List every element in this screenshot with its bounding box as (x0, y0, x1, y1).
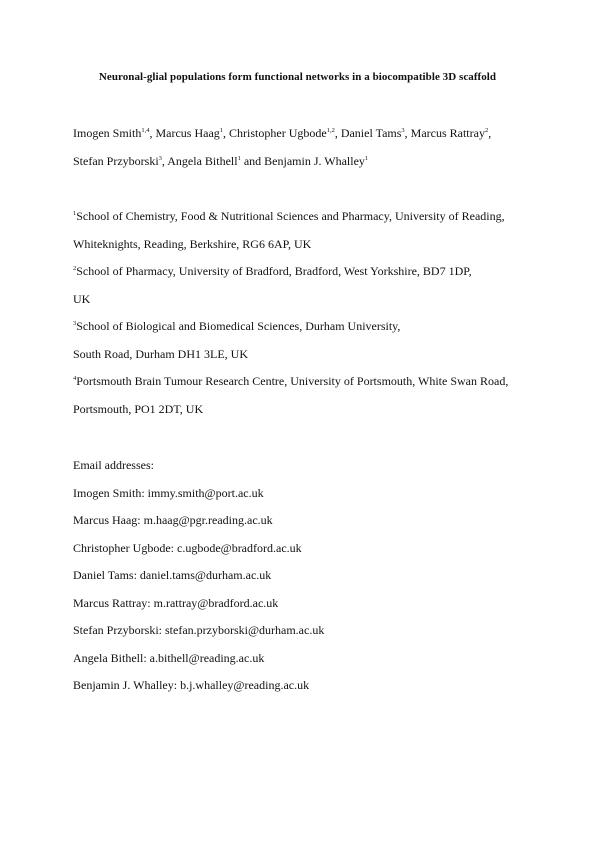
author-line-2 (73, 154, 368, 168)
author-name: Marcus Haag (155, 126, 220, 140)
author-separator: and (240, 154, 265, 168)
author-separator: , (149, 126, 156, 140)
email-entry: Marcus Haag: m.haag@pgr.reading.ac.uk (73, 513, 273, 527)
affiliation-3 (73, 319, 400, 333)
affiliation-1-line-2 (73, 237, 311, 251)
author-separator: , (334, 126, 341, 140)
affiliation-3-line-2 (73, 347, 248, 361)
email-entry: Marcus Rattray: m.rattray@bradford.ac.uk (73, 596, 279, 610)
affiliation-text: School of Biological and Biomedical Sciences, Durham University, (76, 319, 401, 333)
author-name: Christopher Ugbode (229, 126, 327, 140)
affiliation-number: 4 (73, 375, 77, 382)
author-affiliation-sup: 1 (364, 155, 369, 162)
author-separator: , (161, 154, 168, 168)
affiliation-text: Portsmouth, PO1 2DT, UK (73, 402, 204, 416)
author-name: Angela Bithell (167, 154, 238, 168)
affiliation-text: South Road, Durham DH1 3LE, UK (73, 347, 248, 361)
affiliation-text: UK (73, 292, 91, 306)
email-heading: Email addresses: (73, 458, 154, 472)
affiliation-text: Whiteknights, Reading, Berkshire, RG6 6AP, UK (73, 237, 312, 251)
email-entry: Stefan Przyborski: stefan.przyborski@durham.ac.uk (73, 623, 325, 637)
author-affiliation-sup: 2 (484, 127, 489, 134)
author-separator: , (404, 126, 411, 140)
author-affiliation-sup: 3 (158, 155, 162, 162)
affiliation-text: Portsmouth Brain Tumour Research Centre, University of Portsmouth, White Swan Road, (76, 374, 509, 388)
affiliation-text: School of Pharmacy, University of Bradford, Bradford, West Yorkshire, BD7 1DP, (76, 264, 472, 278)
affiliation-2-line-2 (73, 292, 90, 306)
author-affiliation-sup: 1,4 (141, 127, 150, 134)
email-entry: Angela Bithell: a.bithell@reading.ac.uk (73, 651, 265, 665)
affiliation-number: 2 (73, 265, 77, 272)
author-affiliation-sup: 3 (401, 127, 405, 134)
email-entry: Benjamin J. Whalley: b.j.whalley@reading.ac.uk (73, 678, 310, 692)
author-name: Imogen Smith (73, 126, 142, 140)
affiliation-1 (73, 209, 505, 223)
author-name: Stefan Przyborski (73, 154, 159, 168)
affiliation-number: 3 (73, 320, 77, 327)
email-entry: Christopher Ugbode: c.ugbode@bradford.ac.uk (73, 541, 302, 555)
author-affiliation-sup: 1,2 (326, 127, 335, 134)
author-line-1 (73, 126, 491, 140)
author-affiliation-sup: 1 (237, 155, 241, 162)
author-separator: , (488, 126, 492, 140)
author-name: Benjamin J. Whalley (264, 154, 365, 168)
author-separator: , (223, 126, 230, 140)
author-name: Daniel Tams (340, 126, 402, 140)
affiliation-number: 1 (73, 210, 77, 217)
affiliation-text: School of Chemistry, Food & Nutritional Sciences and Pharmacy, University of Reading, (76, 209, 505, 223)
author-name: Marcus Rattray (410, 126, 485, 140)
affiliation-4-line-2 (73, 402, 203, 416)
email-entry: Imogen Smith: immy.smith@port.ac.uk (73, 486, 264, 500)
affiliation-2 (73, 264, 472, 278)
affiliation-4 (73, 374, 508, 388)
paper-title: Neuronal-glial populations form functional networks in a biocompatible 3D scaffold (98, 71, 497, 83)
author-affiliation-sup: 1 (219, 127, 224, 134)
email-entry: Daniel Tams: daniel.tams@durham.ac.uk (73, 568, 272, 582)
